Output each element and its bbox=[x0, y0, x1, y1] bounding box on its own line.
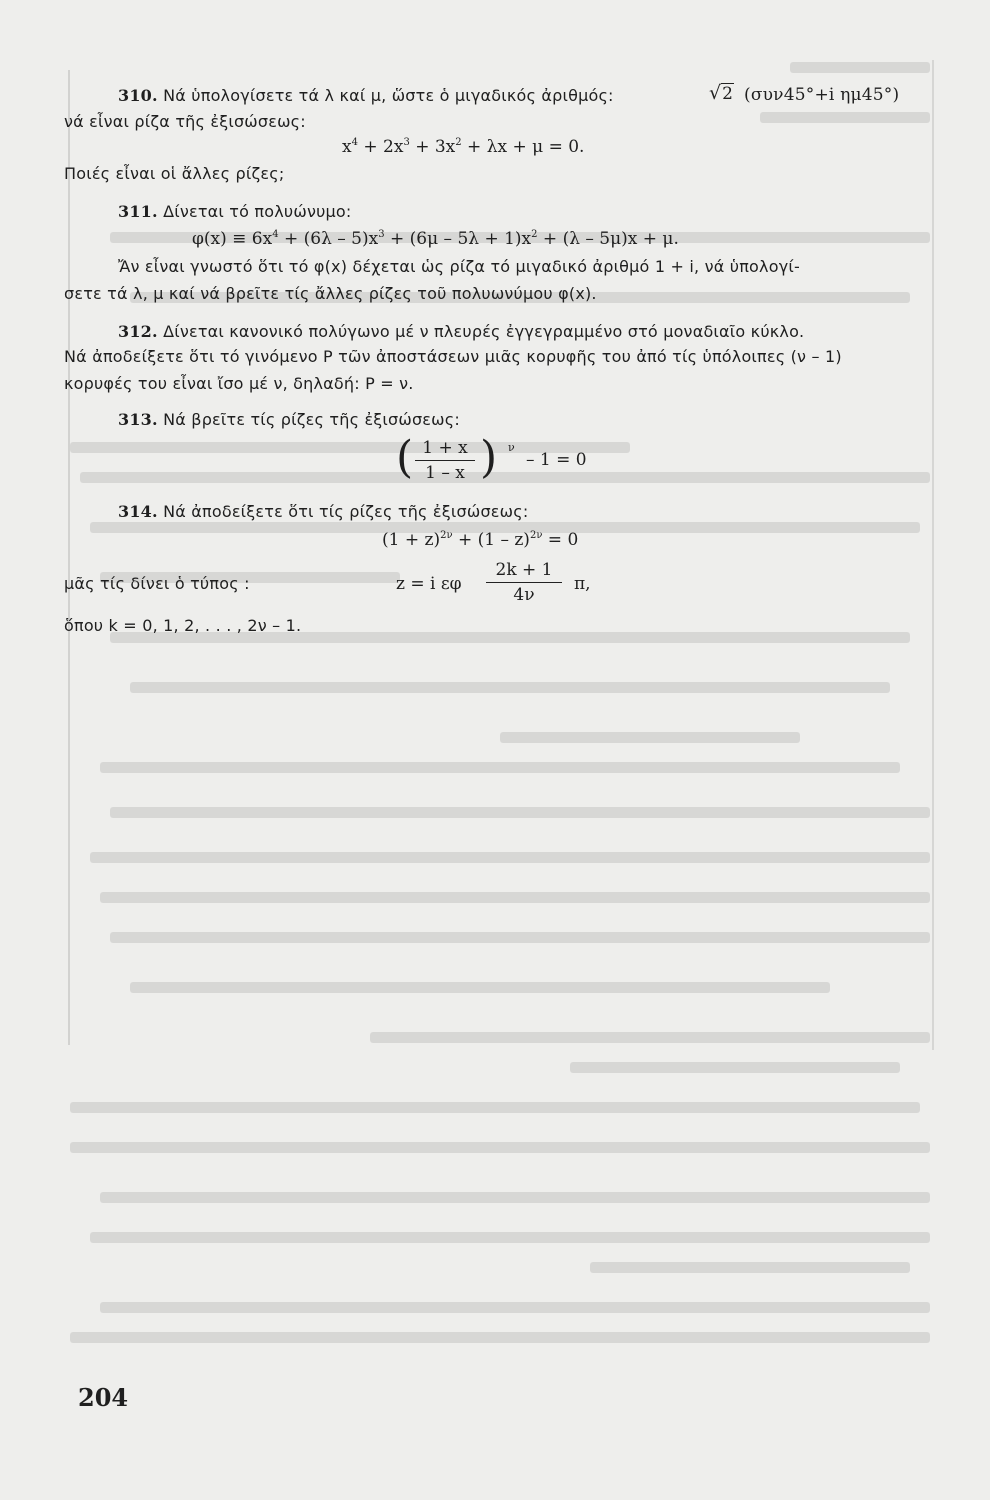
exercise-number: 310. bbox=[118, 86, 158, 105]
page-edge-shadow-right bbox=[932, 60, 934, 1050]
exercise-313-intro: 313. Νά βρεῖτε τίς ρίζες τῆς ἐξισώσεως: bbox=[118, 410, 460, 429]
k-range: ὅπου k = 0, 1, 2, . . . , 2ν – 1. bbox=[64, 616, 302, 635]
exercise-number: 314. bbox=[118, 502, 158, 521]
exercise-310-question: Ποιές εἶναι οἱ ἄλλες ρίζες; bbox=[64, 164, 285, 183]
equation-310: $x^4 + 2x^3 + 3x^2 + \lambda x + \mu = 0$. bbox=[342, 137, 585, 157]
right-paren: ) bbox=[480, 432, 498, 483]
exercise-310-line-2: νά εἶναι ρίζα τῆς ἐξισώσεως: bbox=[64, 112, 306, 131]
exponent: ν bbox=[508, 441, 515, 454]
exercise-312-line-3: κορυφές του εἶναι ἴσο μέ ν, δηλαδή: Ρ = ν. bbox=[64, 374, 414, 393]
equation-313-tail: – 1 = 0 bbox=[526, 450, 587, 470]
numerator: 1 + x bbox=[422, 438, 468, 458]
exercise-number: 311. bbox=[118, 202, 158, 221]
exercise-312-line-1: 312. Δίνεται κανονικό πολύγωνο μέ ν πλευρές ἐγγεγραμμένο στό μοναδιαῖο κύκλο. bbox=[118, 322, 805, 341]
exercise-310-line-1 bbox=[118, 86, 614, 106]
left-paren: ( bbox=[396, 432, 414, 483]
sqrt-expression: √2 bbox=[709, 82, 733, 104]
fraction-313 bbox=[415, 438, 475, 483]
fraction-314 bbox=[486, 560, 562, 605]
exercise-312-line-2: Νά ἀποδείξετε ὅτι τό γινόμενο Ρ τῶν ἀποστάσεων μιᾶς κορυφῆς του ἀπό τίς ὑπόλοιπες (ν – 1) bbox=[64, 347, 842, 366]
exercise-311-line-2: σετε τά λ, μ καί νά βρεῖτε τίς ἄλλες ρίζες τοῦ πολυωνύμου φ(x). bbox=[64, 284, 597, 303]
page-number: 204 bbox=[78, 1383, 129, 1412]
polynomial-311: $\varphi(x) \equiv 6x^4 + (6\lambda - 5)x^3 + (6\mu - 5\lambda + 1)x^2 + (\lambda - 5\mu)x + \mu$. bbox=[192, 229, 679, 249]
denominator: 4ν bbox=[513, 585, 535, 605]
complex-trig-form: (συν45°+i ημ45°) bbox=[744, 85, 900, 105]
exercise-number: 313. bbox=[118, 410, 158, 429]
z-tail: π, bbox=[574, 574, 591, 594]
numerator: 2k + 1 bbox=[495, 560, 553, 580]
page-edge-shadow bbox=[68, 70, 70, 1045]
exercise-311-intro: 311. Δίνεται τό πολυώνυμο: bbox=[118, 202, 352, 221]
denominator: 1 – x bbox=[425, 463, 465, 483]
formula-intro: μᾶς τίς δίνει ὁ τύπος : bbox=[64, 574, 250, 593]
equation-314: $(1 + z)^{2\nu} + (1 - z)^{2\nu} = 0$ bbox=[382, 530, 579, 550]
exercise-310-text: Νά ὑπολογίσετε τά λ καί μ, ὥστε ὁ μιγαδικός ἀριθμός: bbox=[163, 86, 614, 105]
z-lhs: z = i εφ bbox=[396, 574, 462, 594]
exercise-314-intro: 314. Νά ἀποδείξετε ὅτι τίς ρίζες τῆς ἐξισώσεως: bbox=[118, 502, 529, 521]
sqrt-argument: 2 bbox=[722, 84, 733, 104]
exercise-311-line-1: Ἄν εἶναι γνωστό ὅτι τό φ(x) δέχεται ὡς ρίζα τό μιγαδικό ἀριθμό 1 + i, νά ὑπολογί- bbox=[118, 257, 800, 276]
exercise-number: 312. bbox=[118, 322, 158, 341]
